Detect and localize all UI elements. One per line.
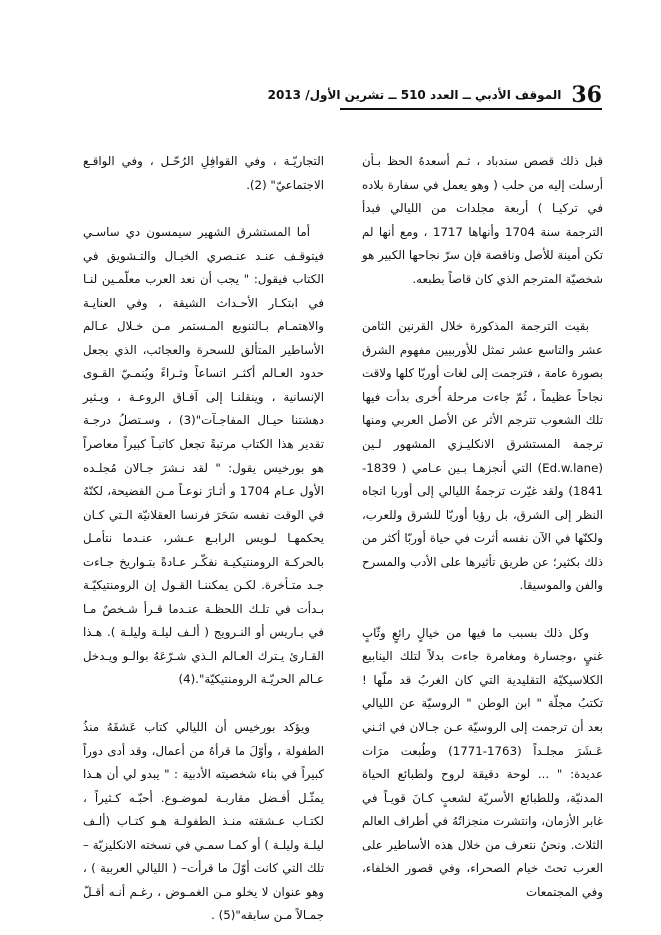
paragraph: بقيت الترجمة المذكورة خلال القرنين الثامن عشر والتاسع عشر تمثل للأوربيين مفهوم الشرق بصورة عامة ، فترجمت إلى لغات أوربّا كلها ولاقت نجاحاً عظيماً ، ثُمّ جاءت مرحلة أُخرى بدأت فيها تلك الشعوب تترجم الأثر عن الأصل العربي ومنها ترجمة المستشرق الانكليـزي المشهور لـين (Ed.w.lane) التي أنجزهـا بـين عـامي ( 1839- 1841) ولقد غيّرت ترجمةُ الليالي إلى أوربا اتجاه النظر إلى الشرق، بل رؤيا أوربّا للشرق وللعرب، ولكنّها في الآن نفسه أثرت في حياة أوربّا أكثر من ذلك بكثير؛ عن طريق تأثيرها على الأدب والمسرح والفن والموسيقا. bbox=[362, 319, 603, 593]
page-number: 36 bbox=[571, 82, 602, 108]
left-column bbox=[83, 150, 325, 923]
paragraph: وكل ذلك بسبب ما فيها من خيالٍ رائعٍ وثّابٍ غنيٍ ،وجسارة ومغامرة جاءت بدلاً لتلك الينابيع الكلاسيكيّة التقليدية التي كان الغربُ قد ملّها ! تكتبُ مجلّة " ابن الوطن " الروسيّة عن الليالي بعد أن ترجمت إلى الروسيّة عـن جـالان في اثـني عَـشَرَ مجلـداً (1763-1771) وطُبعت مرَات عديدة: " ... لوحة دقيقة لروح ولطبائع الحياة المدنيّة، وللطبائع الأسريّة لشعبٍ كـانَ قويـاً في غابر الأزمان، وانتشرت منجزاتُهُ في أطراف العالم الثلاث. ونحنُ نتعرف من خلال هذه الأساطير على العرب تحتَ خيام الصحراء، وفي قصور الخلفاء، وفي المجتمعات bbox=[362, 625, 603, 899]
running-title: الموقف الأدبي ــ العدد 510 ــ تشرين الأول/ 2013 bbox=[267, 88, 562, 102]
paragraph: قبل ذلك قصص سندباد ، ثـم أسعدهُ الحظ بـأن أرسلت إليه من حلب ( وهو يعمل في سفارة بلاده في تركيـا ) أربعة مجلدات من الليالي فبدأ الترجمة سنة 1704 وأنهاها 1717 ، ومع أنها لم تكن أمينة للأصل وناقصة فإن سرّ نجاحها الكبير هو شخصيّة المترجم الذي كان قاصاً بطبعه. bbox=[362, 154, 603, 286]
right-column bbox=[362, 150, 603, 899]
paragraph: التجاريّـة ، وفي القوافِلِ الرُحّـل ، وفي الواقـع الاجتماعيّ" (2). bbox=[83, 154, 324, 192]
page-header bbox=[267, 82, 602, 108]
paragraph: ويؤكد بورخيس أن الليالي كتاب عَشقَهُ منذُ الطفولة ، وأوّلَ ما قرأهُ من أعمال، وقد أدى دوراً كبيراً في بناء شخصيته الأدبية : " يبدو لي أن هـذا يمثّـل أفـضل مقاربـة لموضـوع. أحبّـه كـثيراً ، لكتـاب عـشقته منـذ الطفولـة هـو كتـاب (ألـف ليلـة وليلـة ) أو كمـا سمـي في نسخته الانكليزيّة – تلك التي كانت أوّلَ ما قرأت– ( الليالي العربية ) ، وهو عنوان لا يخلو مـن الغمـوض ، رغـم أنـه أقـلّ جمـالاً مـن سابقه"(5) . bbox=[83, 720, 324, 923]
paragraph: أما المستشرق الشهير سيمسون دي ساسـي فيتوقـف عنـد عنـصري الخيـال والتـشويق في الكتاب فيقول: " يجب أن نعد العرب معلّمـين لنـا في ابتكـار الأحـداث الشيقة ، وفي العنايـة والاهتمـام بـالتنويع المـستمر مـن خـلال عـالم الأساطير المتألق للسحرة والعجائب، الذي يجعل حدود العـالم أكثـر اتساعاً وثـراءً ويُنمـيّ القـوى الإنسانية ، وينقلنـا إلى آفـاق الروعـة ، ويـثير دهشتنا حيـال المفاجـآت"(3) ، وسـتصلُ درجـة تقدير هذا الكتاب مرتبةً تجعل كاتبـاً كبيراً معاصراً هو بورخيس يقول: " لقد نـشرَ جـالان مُجلـده الأول عـام 1704 و أثـارَ نوعـاً مـن الفضيحة، لكنّهُ في الوقت نفسه سَحَرَ فرنسا العقلانيّة الـتي كـان يحكمهـا لـويس الرابـع عـشر، عنـدما نتأمـل بالحركـة الرومنتيكيـة نفكّـر عـادةً بتـواريخ جـاءت جـد متـأخرة. لكـن يمكننـا القـول إن الرومنتيكيّـة بـدأت في تلـك اللحظـة عنـدما قـرأ شـخصٌ مـا في بـاريس أو النـرويج ( ألـف ليلـة وليلـة ). هـذا القـارئ يـترك العـالم الـذي شـرّعَهُ بوالـو ويـدخل عـالم الحريّـة الرومنتيكيّة".(4) bbox=[83, 225, 325, 687]
header-rule bbox=[340, 108, 602, 110]
